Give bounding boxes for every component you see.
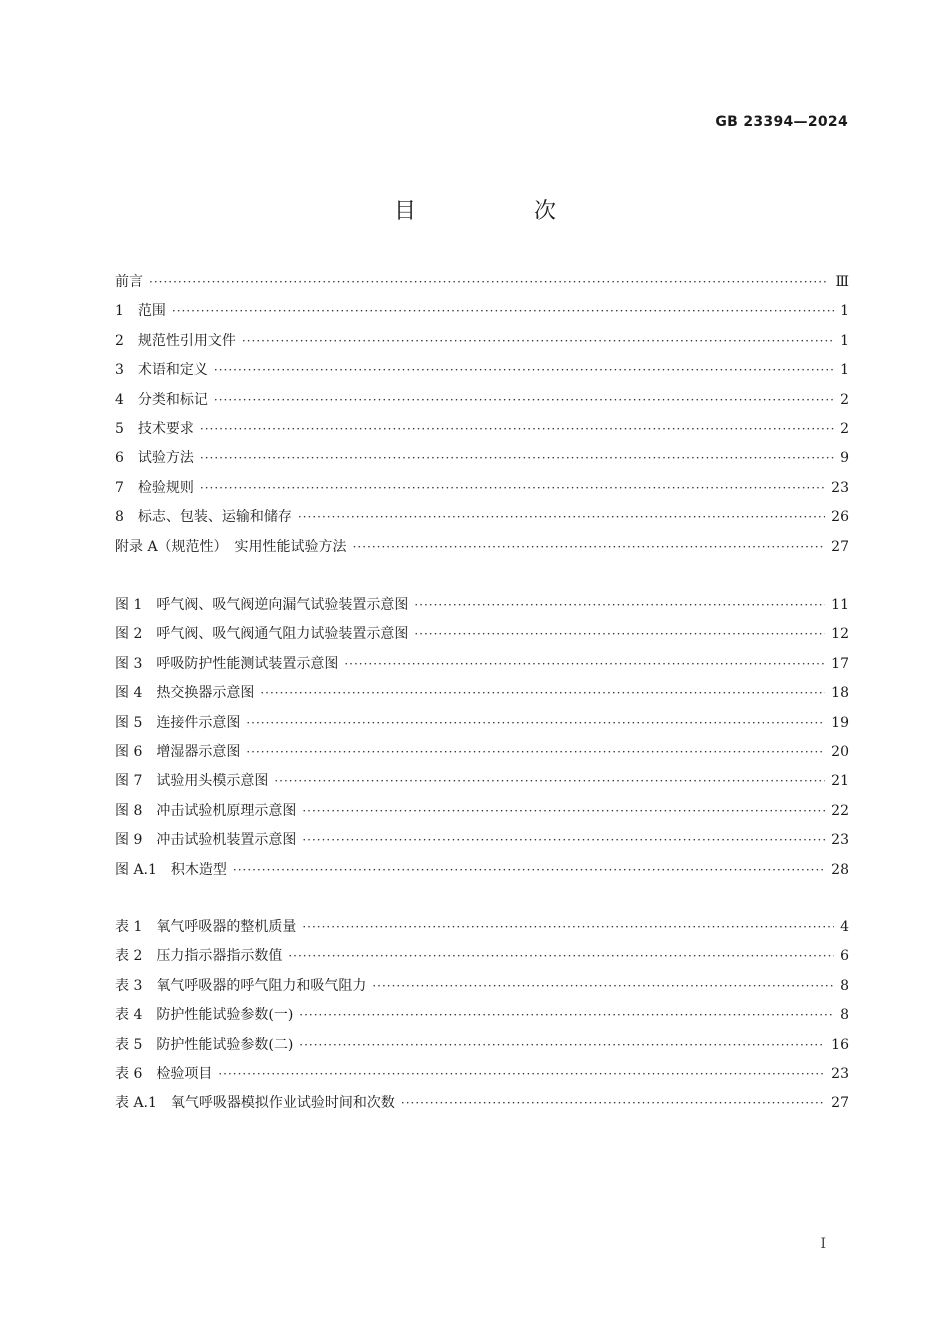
toc-entry[interactable] — [115, 1060, 849, 1089]
toc-tables-section — [115, 913, 849, 1119]
toc-leader-dots — [299, 1031, 825, 1060]
toc-entry-page: 12 — [831, 626, 849, 643]
toc-entry-page: 11 — [831, 597, 849, 613]
toc-leader-dots — [214, 356, 834, 385]
toc-leader-dots — [288, 942, 834, 971]
toc-entry-label: 3 术语和定义 — [115, 362, 208, 379]
toc-entry-page: 28 — [831, 861, 849, 878]
toc-entry-label: 图 6 增湿器示意图 — [115, 743, 241, 760]
toc-entry-page: 6 — [840, 948, 849, 965]
toc-entry[interactable] — [115, 679, 849, 708]
toc-leader-dots — [260, 679, 825, 708]
toc-entry-label: 图 5 连接件示意图 — [115, 714, 241, 731]
toc-entry-page: 18 — [831, 685, 849, 702]
toc-entry[interactable] — [115, 1031, 849, 1060]
toc-entry-label: 图 7 试验用头模示意图 — [115, 773, 269, 790]
toc-leader-dots — [298, 503, 825, 532]
toc-entry-page: 27 — [831, 538, 849, 555]
toc-entry-page: 4 — [840, 919, 849, 935]
toc-leader-dots — [233, 856, 825, 885]
toc-entry-page: 27 — [831, 1095, 849, 1112]
toc-entry-page: 20 — [831, 743, 849, 760]
toc-entry[interactable] — [115, 620, 849, 649]
toc-main-section — [115, 268, 849, 562]
toc-entry-page: 9 — [840, 450, 849, 467]
toc-entry-label: 前言 — [115, 274, 143, 290]
toc-entry-page: 8 — [840, 1007, 849, 1024]
toc-entry[interactable] — [115, 533, 849, 562]
toc-entry-page: 19 — [831, 714, 849, 731]
toc-leader-dots — [172, 297, 834, 326]
toc-entry-label: 图 1 呼气阀、吸气阀逆向漏气试验装置示意图 — [115, 597, 409, 613]
toc-leader-dots — [401, 1089, 825, 1118]
toc-entry-label: 表 1 氧气呼吸器的整机质量 — [115, 919, 297, 935]
toc-title: 目 次 — [393, 199, 604, 224]
toc-leader-dots — [414, 620, 825, 649]
toc-entry-label: 5 技术要求 — [115, 420, 194, 437]
toc-entry[interactable] — [115, 856, 849, 885]
toc-entry-label: 6 试验方法 — [115, 450, 194, 467]
toc-entry[interactable] — [115, 650, 849, 679]
toc-entry-page: Ⅲ — [835, 274, 849, 290]
toc-entry-page: 23 — [831, 479, 849, 496]
toc-leader-dots — [246, 709, 825, 738]
toc-leader-dots — [372, 972, 834, 1001]
toc-entry-page: 22 — [831, 802, 849, 819]
toc-leader-dots — [242, 327, 834, 356]
toc-leader-dots — [200, 415, 834, 444]
toc-entry[interactable] — [115, 826, 849, 855]
toc-entry-label: 表 2 压力指示器指示数值 — [115, 948, 283, 965]
toc-entry-page: 16 — [831, 1036, 849, 1053]
toc-entry-label: 8 标志、包装、运输和储存 — [115, 509, 292, 526]
toc-entry-page: 26 — [831, 509, 849, 526]
toc-entry-label: 表 6 检验项目 — [115, 1065, 213, 1082]
toc-entry-page: 1 — [840, 303, 849, 320]
toc-entry[interactable] — [115, 709, 849, 738]
toc-entry[interactable] — [115, 591, 849, 620]
toc-leader-dots — [414, 591, 825, 620]
toc-entry[interactable] — [115, 356, 849, 385]
toc-entry-page: 21 — [831, 773, 849, 790]
toc-entry-page: 23 — [831, 1065, 849, 1082]
toc-entry-label: 表 3 氧气呼吸器的呼气阻力和吸气阻力 — [115, 977, 367, 994]
toc-leader-dots — [200, 444, 834, 473]
toc-entry[interactable] — [115, 738, 849, 767]
toc-entry[interactable] — [115, 327, 849, 356]
toc-entry[interactable] — [115, 1089, 849, 1118]
toc-entry[interactable] — [115, 268, 849, 297]
toc-entry[interactable] — [115, 1001, 849, 1030]
toc-leader-dots — [302, 913, 834, 942]
toc-leader-dots — [218, 1060, 825, 1089]
toc-entry-label: 图 3 呼吸防护性能测试装置示意图 — [115, 655, 339, 672]
toc-leader-dots — [302, 797, 825, 826]
toc-entry-label: 图 9 冲击试验机装置示意图 — [115, 832, 297, 849]
page-number: Ⅰ — [820, 1236, 826, 1252]
toc-entry-label: 图 4 热交换器示意图 — [115, 685, 255, 702]
toc-entry-page: 8 — [840, 977, 849, 994]
toc-entry-label: 1 范围 — [115, 303, 166, 320]
toc-entry-label: 表 5 防护性能试验参数(二) — [115, 1036, 294, 1053]
toc-leader-dots — [302, 826, 825, 855]
toc-entry[interactable] — [115, 972, 849, 1001]
toc-entry-label: 表 A.1 氧气呼吸器模拟作业试验时间和次数 — [115, 1095, 395, 1112]
toc-entry-page: 1 — [840, 362, 849, 379]
toc-entry[interactable] — [115, 297, 849, 326]
toc-leader-dots — [299, 1001, 834, 1030]
toc-entry[interactable] — [115, 503, 849, 532]
standard-code: GB 23394—2024 — [715, 114, 848, 130]
toc-leader-dots — [214, 386, 834, 415]
toc-entry[interactable] — [115, 415, 849, 444]
toc-leader-dots — [353, 533, 826, 562]
toc-entry-label: 附录 A（规范性） 实用性能试验方法 — [115, 538, 347, 555]
toc-entry[interactable] — [115, 444, 849, 473]
toc-entry-label: 图 8 冲击试验机原理示意图 — [115, 802, 297, 819]
toc-leader-dots — [149, 268, 829, 297]
toc-entry-page: 1 — [840, 332, 849, 349]
toc-leader-dots — [274, 767, 825, 796]
toc-entry-label: 2 规范性引用文件 — [115, 332, 236, 349]
toc-entry-label: 表 4 防护性能试验参数(一) — [115, 1007, 294, 1024]
toc-entry[interactable] — [115, 474, 849, 503]
toc-entry-page: 2 — [840, 420, 849, 437]
toc-entry-label: 图 A.1 积木造型 — [115, 861, 227, 878]
toc-entry[interactable] — [115, 913, 849, 942]
toc-leader-dots — [246, 738, 825, 767]
toc-entry-page: 2 — [840, 391, 849, 408]
toc-entry[interactable] — [115, 386, 849, 415]
toc-entry[interactable] — [115, 797, 849, 826]
toc-leader-dots — [200, 474, 825, 503]
toc-figures-section — [115, 591, 849, 885]
toc-entry-label: 4 分类和标记 — [115, 391, 208, 408]
toc-entry[interactable] — [115, 942, 849, 971]
toc-leader-dots — [344, 650, 825, 679]
toc-entry-label: 图 2 呼气阀、吸气阀通气阻力试验装置示意图 — [115, 626, 409, 643]
toc-entry-page: 17 — [831, 655, 849, 672]
toc-entry[interactable] — [115, 767, 849, 796]
toc-entry-page: 23 — [831, 832, 849, 849]
toc-entry-label: 7 检验规则 — [115, 479, 194, 496]
